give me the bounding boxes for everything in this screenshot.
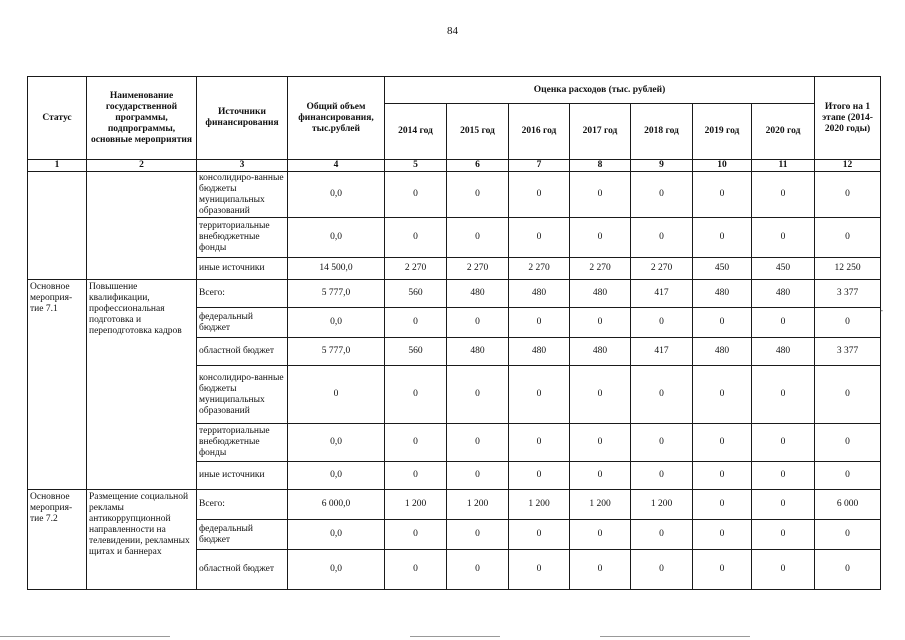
year-amount-cell: 0 [752,366,815,424]
funding-source: иные источники [197,258,288,280]
itog-cell: 3 377 [815,280,881,308]
column-number: 9 [631,160,693,172]
itog-cell: 3 377 [815,338,881,366]
row-measure-name [87,172,197,280]
year-amount-cell: 1 200 [509,490,570,520]
year-amount-cell: 0 [693,308,752,338]
year-amount-cell: 0 [447,218,509,258]
year-amount-cell: 480 [509,338,570,366]
year-amount-cell: 0 [570,218,631,258]
year-amount-cell: 0 [693,366,752,424]
total-amount-cell: 0 [288,366,385,424]
year-amount-cell: 0 [385,218,447,258]
year-amount-cell: 0 [509,520,570,550]
year-amount-cell: 0 [385,550,447,590]
column-number: 1 [28,160,87,172]
year-amount-cell: 0 [631,520,693,550]
year-amount-cell: 0 [570,172,631,218]
year-amount-cell: 417 [631,280,693,308]
year-amount-cell: 0 [447,462,509,490]
year-amount-cell: 0 [693,462,752,490]
itog-cell: 0 [815,462,881,490]
column-number: 2 [87,160,197,172]
total-amount-cell: 0,0 [288,308,385,338]
year-amount-cell: 0 [752,172,815,218]
year-amount-cell: 480 [447,280,509,308]
column-number: 10 [693,160,752,172]
year-amount-cell: 0 [693,172,752,218]
year-amount-cell: 2 270 [631,258,693,280]
year-amount-cell: 2 270 [509,258,570,280]
header-itog: Итого на 1 этапе (2014-2020 годы) [815,77,881,160]
year-amount-cell: 0 [693,218,752,258]
year-amount-cell: 0 [570,550,631,590]
itog-cell: 0 [815,172,881,218]
year-amount-cell: 0 [631,218,693,258]
row-status [28,172,87,280]
year-amount-cell: 0 [570,366,631,424]
header-status: Статус [28,77,87,160]
itog-cell: 0 [815,308,881,338]
total-amount-cell: 0,0 [288,520,385,550]
table-row [28,172,881,218]
year-amount-cell: 0 [631,424,693,462]
year-amount-cell: 0 [631,366,693,424]
year-amount-cell: 0 [631,550,693,590]
funding-source: консолидиро-ванные бюджеты муниципальных образований [197,366,288,424]
year-amount-cell: 480 [693,338,752,366]
funding-source: Всего: [197,490,288,520]
header-year: 2016 год [509,104,570,160]
year-amount-cell: 1 200 [631,490,693,520]
year-amount-cell: 0 [509,550,570,590]
year-amount-cell: 0 [570,308,631,338]
header-name: Наименование государственной программы, подпрограммы, основные мероприятия [87,77,197,160]
year-amount-cell: 0 [385,366,447,424]
year-amount-cell: 480 [752,280,815,308]
year-amount-cell: 0 [752,308,815,338]
column-number: 11 [752,160,815,172]
year-amount-cell: 0 [752,490,815,520]
year-amount-cell: 0 [385,172,447,218]
header-year: 2018 год [631,104,693,160]
header-total: Общий объем финансирования, тыс.рублей [288,77,385,160]
header-year: 2015 год [447,104,509,160]
column-number: 3 [197,160,288,172]
margin-mark: - [880,305,883,315]
year-amount-cell: 0 [570,520,631,550]
column-number: 7 [509,160,570,172]
year-amount-cell: 0 [570,462,631,490]
year-amount-cell: 0 [385,520,447,550]
year-amount-cell: 0 [509,172,570,218]
page-number: 84 [447,25,458,37]
year-amount-cell: 450 [752,258,815,280]
year-amount-cell: 0 [447,520,509,550]
column-number: 8 [570,160,631,172]
year-amount-cell: 0 [447,172,509,218]
column-number: 6 [447,160,509,172]
year-amount-cell: 0 [385,308,447,338]
header-year: 2014 год [385,104,447,160]
itog-cell: 0 [815,424,881,462]
funding-source: иные источники [197,462,288,490]
year-amount-cell: 0 [693,490,752,520]
funding-source: территориальные внебюджетные фонды [197,218,288,258]
table-row [28,280,881,308]
itog-cell: 12 250 [815,258,881,280]
year-amount-cell: 2 270 [570,258,631,280]
year-amount-cell: 1 200 [447,490,509,520]
year-amount-cell: 480 [447,338,509,366]
financing-table [27,76,881,590]
year-amount-cell: 0 [631,462,693,490]
header-year: 2019 год [693,104,752,160]
header-sources: Источники финансирования [197,77,288,160]
funding-source: федеральный бюджет [197,520,288,550]
row-status: Основное мероприя-тие 7.2 [28,490,87,590]
funding-source: областной бюджет [197,338,288,366]
funding-source: территориальные внебюджетные фонды [197,424,288,462]
column-number: 12 [815,160,881,172]
row-measure-name: Повышение квалификации, профессиональная подготовка и переподготовка кадров [87,280,197,490]
total-amount-cell: 0,0 [288,550,385,590]
year-amount-cell: 0 [631,172,693,218]
year-amount-cell: 0 [570,424,631,462]
year-amount-cell: 0 [385,462,447,490]
year-amount-cell: 480 [570,338,631,366]
year-amount-cell: 0 [631,308,693,338]
funding-source: консолидиро-ванные бюджеты муниципальных образований [197,172,288,218]
total-amount-cell: 14 500,0 [288,258,385,280]
year-amount-cell: 0 [447,366,509,424]
year-amount-cell: 0 [752,550,815,590]
scan-edge-right [600,636,750,637]
total-amount-cell: 5 777,0 [288,280,385,308]
funding-source: Всего: [197,280,288,308]
itog-cell: 6 000 [815,490,881,520]
year-amount-cell: 560 [385,280,447,308]
year-amount-cell: 0 [509,308,570,338]
itog-cell: 0 [815,550,881,590]
table-row [28,490,881,520]
total-amount-cell: 0,0 [288,462,385,490]
year-amount-cell: 2 270 [385,258,447,280]
year-amount-cell: 480 [693,280,752,308]
column-number: 4 [288,160,385,172]
year-amount-cell: 0 [752,218,815,258]
funding-source: областной бюджет [197,550,288,590]
itog-cell: 0 [815,218,881,258]
funding-source: федеральный бюджет [197,308,288,338]
header-year: 2017 год [570,104,631,160]
year-amount-cell: 0 [752,424,815,462]
total-amount-cell: 0,0 [288,218,385,258]
row-status: Основное мероприя-тие 7.1 [28,280,87,490]
year-amount-cell: 480 [570,280,631,308]
year-amount-cell: 0 [509,462,570,490]
scan-edge-mid [410,636,500,637]
year-amount-cell: 480 [752,338,815,366]
total-amount-cell: 6 000,0 [288,490,385,520]
header-year: 2020 год [752,104,815,160]
year-amount-cell: 450 [693,258,752,280]
scan-edge-left [0,636,170,637]
year-amount-cell: 0 [509,218,570,258]
year-amount-cell: 0 [693,520,752,550]
year-amount-cell: 0 [693,550,752,590]
year-amount-cell: 417 [631,338,693,366]
year-amount-cell: 560 [385,338,447,366]
year-amount-cell: 480 [509,280,570,308]
year-amount-cell: 1 200 [385,490,447,520]
year-amount-cell: 1 200 [570,490,631,520]
total-amount-cell: 0,0 [288,424,385,462]
year-amount-cell: 0 [693,424,752,462]
total-amount-cell: 0,0 [288,172,385,218]
row-measure-name: Размещение социальной рекламы антикоррупционной направленности на телевидении, рекламных щитах и баннерах [87,490,197,590]
year-amount-cell: 0 [752,462,815,490]
year-amount-cell: 0 [447,424,509,462]
year-amount-cell: 2 270 [447,258,509,280]
year-amount-cell: 0 [447,308,509,338]
column-number: 5 [385,160,447,172]
year-amount-cell: 0 [385,424,447,462]
header-estimate: Оценка расходов (тыс. рублей) [385,77,815,104]
year-amount-cell: 0 [447,550,509,590]
year-amount-cell: 0 [752,520,815,550]
year-amount-cell: 0 [509,424,570,462]
year-amount-cell: 0 [509,366,570,424]
itog-cell: 0 [815,520,881,550]
itog-cell: 0 [815,366,881,424]
total-amount-cell: 5 777,0 [288,338,385,366]
